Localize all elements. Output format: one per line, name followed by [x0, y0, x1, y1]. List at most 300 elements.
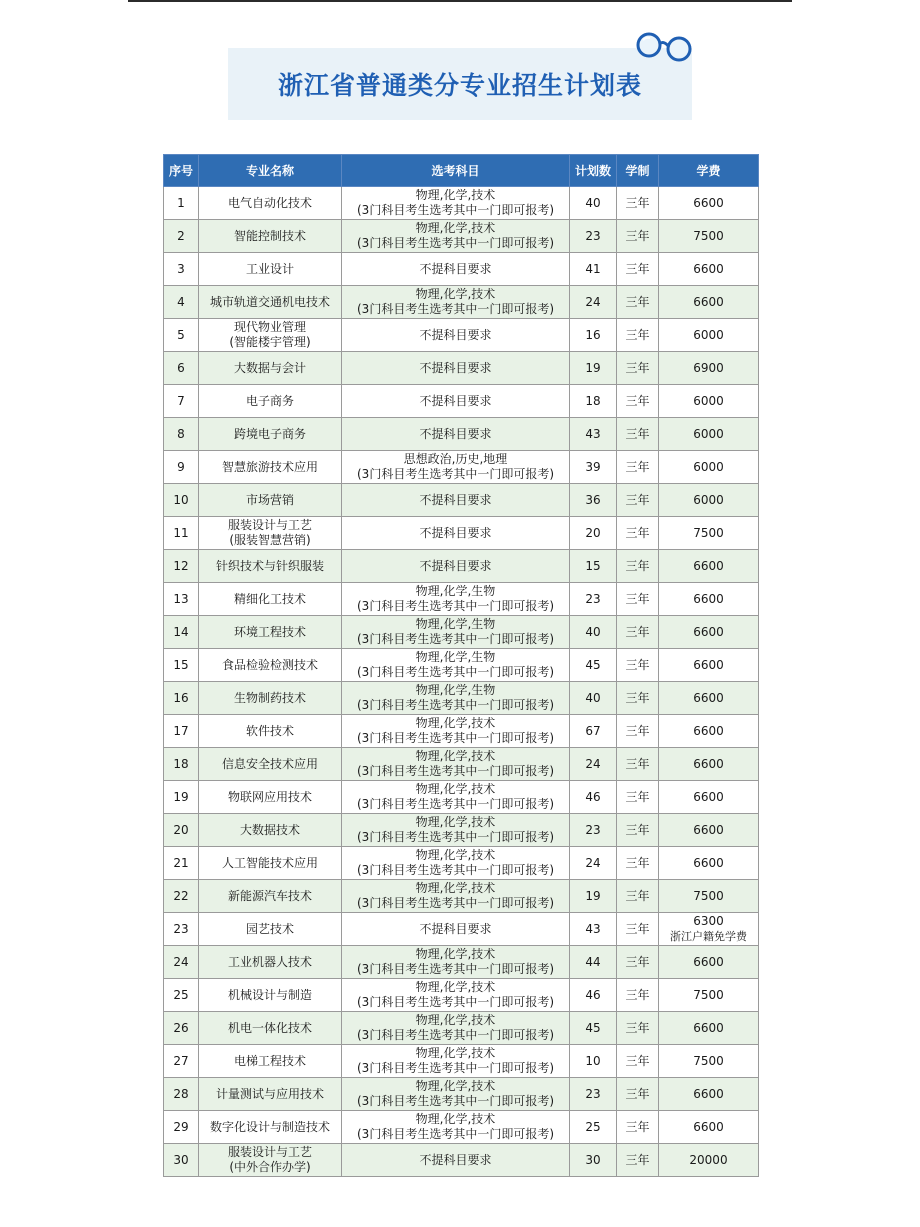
subject-requirement-line: (3门科目考生选考其中一门即可报考): [357, 1061, 554, 1075]
duration: 三年: [617, 616, 659, 649]
subject-requirement-line: 物理,化学,技术: [415, 287, 496, 301]
tuition: [659, 418, 759, 451]
duration: 三年: [617, 847, 659, 880]
header-tuition: 学费: [659, 155, 759, 187]
plan-count: 39: [570, 451, 617, 484]
duration: 三年: [617, 286, 659, 319]
tuition-line: 6600: [693, 591, 724, 606]
tuition: [659, 880, 759, 913]
major-name-line: 城市轨道交通机电技术: [209, 294, 330, 309]
row-number: 8: [164, 418, 199, 451]
header-plan-count: 计划数: [570, 155, 617, 187]
subject-requirement: [342, 946, 570, 979]
tuition: [659, 1012, 759, 1045]
subject-requirement-line: 物理,化学,技术: [415, 716, 496, 730]
subject-requirement-line: 思想政治,历史,地理: [403, 452, 508, 466]
major-name: [199, 385, 342, 418]
tuition-line: 6000: [693, 459, 724, 474]
plan-count: 23: [570, 1078, 617, 1111]
major-name-line: 跨境电子商务: [233, 426, 306, 441]
title-banner: [228, 48, 692, 120]
subject-requirement-line: 物理,化学,生物: [415, 617, 496, 631]
subject-requirement-line: (3门科目考生选考其中一门即可报考): [357, 302, 554, 316]
major-name: [199, 550, 342, 583]
tuition: [659, 385, 759, 418]
tuition-line: 6600: [693, 1020, 724, 1035]
duration: 三年: [617, 979, 659, 1012]
row-number: 30: [164, 1144, 199, 1177]
subject-requirement-line: (3门科目考生选考其中一门即可报考): [357, 236, 554, 250]
table-row: [164, 253, 759, 286]
row-number: 2: [164, 220, 199, 253]
subject-requirement: [342, 649, 570, 682]
plan-count: 19: [570, 352, 617, 385]
duration: 三年: [617, 550, 659, 583]
duration: 三年: [617, 781, 659, 814]
plan-count: 46: [570, 781, 617, 814]
tuition: [659, 187, 759, 220]
subject-requirement: [342, 385, 570, 418]
subject-requirement: [342, 616, 570, 649]
major-name-line: (服装智慧营销): [229, 533, 311, 547]
subject-requirement: [342, 583, 570, 616]
row-number: 10: [164, 484, 199, 517]
duration: 三年: [617, 517, 659, 550]
major-name-line: 生物制药技术: [233, 690, 306, 705]
major-name: [199, 649, 342, 682]
subject-requirement-line: 物理,化学,技术: [415, 782, 496, 796]
plan-count: 40: [570, 187, 617, 220]
plan-count: 40: [570, 682, 617, 715]
subject-requirement-line: 物理,化学,技术: [415, 815, 496, 829]
table-row: [164, 484, 759, 517]
tuition-line: 6000: [693, 393, 724, 408]
tuition-line: 6600: [693, 690, 724, 705]
duration: 三年: [617, 880, 659, 913]
duration: 三年: [617, 220, 659, 253]
plan-count: 24: [570, 748, 617, 781]
plan-count: 43: [570, 913, 617, 946]
duration: 三年: [617, 814, 659, 847]
table-row: [164, 187, 759, 220]
subject-requirement-line: (3门科目考生选考其中一门即可报考): [357, 797, 554, 811]
major-name: [199, 352, 342, 385]
major-name: [199, 220, 342, 253]
tuition-line: 6600: [693, 723, 724, 738]
table-row: [164, 616, 759, 649]
tuition: [659, 682, 759, 715]
subject-requirement-line: (3门科目考生选考其中一门即可报考): [357, 599, 554, 613]
major-name: [199, 1144, 342, 1177]
tuition-line: 7500: [693, 525, 724, 540]
subject-requirement: [342, 682, 570, 715]
top-divider: [128, 0, 792, 2]
duration: 三年: [617, 1045, 659, 1078]
plan-count: 25: [570, 1111, 617, 1144]
subject-requirement: [342, 1144, 570, 1177]
table-row: [164, 1045, 759, 1078]
subject-requirement-line: (3门科目考生选考其中一门即可报考): [357, 1094, 554, 1108]
tuition-line: 浙江户籍免学费: [670, 930, 747, 943]
major-name-line: 软件技术: [245, 723, 294, 738]
major-name: [199, 418, 342, 451]
subject-requirement-line: (3门科目考生选考其中一门即可报考): [357, 1028, 554, 1042]
table-row: [164, 1078, 759, 1111]
tuition-line: 6900: [693, 360, 724, 375]
row-number: 11: [164, 517, 199, 550]
tuition: [659, 253, 759, 286]
tuition-line: 6600: [693, 558, 724, 573]
row-number: 1: [164, 187, 199, 220]
table-row: [164, 748, 759, 781]
subject-requirement-line: 物理,化学,技术: [415, 1013, 496, 1027]
major-name: [199, 682, 342, 715]
subject-requirement: [342, 418, 570, 451]
plan-count: 67: [570, 715, 617, 748]
subject-requirement-line: (3门科目考生选考其中一门即可报考): [357, 995, 554, 1009]
major-name-line: 园艺技术: [245, 921, 294, 936]
table-row: [164, 451, 759, 484]
tuition: [659, 814, 759, 847]
tuition: [659, 484, 759, 517]
row-number: 28: [164, 1078, 199, 1111]
plan-count: 16: [570, 319, 617, 352]
plan-count: 23: [570, 583, 617, 616]
subject-requirement-line: 不提科目要求: [419, 525, 492, 540]
subject-requirement: [342, 550, 570, 583]
tuition: [659, 715, 759, 748]
major-name-line: 信息安全技术应用: [221, 756, 318, 771]
tuition-line: 6600: [693, 195, 724, 210]
subject-requirement: [342, 286, 570, 319]
plan-count: 40: [570, 616, 617, 649]
major-name-line: 电梯工程技术: [233, 1053, 306, 1068]
major-name-line: 物联网应用技术: [227, 789, 312, 804]
table-row: [164, 286, 759, 319]
subject-requirement: [342, 187, 570, 220]
tuition-line: 6600: [693, 789, 724, 804]
subject-requirement-line: (3门科目考生选考其中一门即可报考): [357, 467, 554, 481]
tuition-line: 6600: [693, 756, 724, 771]
subject-requirement-line: 物理,化学,生物: [415, 683, 496, 697]
duration: 三年: [617, 1144, 659, 1177]
table-row: [164, 682, 759, 715]
tuition: [659, 616, 759, 649]
table-row: [164, 847, 759, 880]
major-name: [199, 1012, 342, 1045]
table-row: [164, 649, 759, 682]
table-row: [164, 418, 759, 451]
major-name-line: 新能源汽车技术: [227, 888, 312, 903]
subject-requirement-line: 物理,化学,生物: [415, 584, 496, 598]
subject-requirement-line: 物理,化学,生物: [415, 650, 496, 664]
tuition: [659, 517, 759, 550]
subject-requirement-line: (3门科目考生选考其中一门即可报考): [357, 830, 554, 844]
major-name: [199, 253, 342, 286]
table-row: [164, 583, 759, 616]
major-name-line: 电气自动化技术: [227, 195, 312, 210]
tuition: [659, 847, 759, 880]
subject-requirement-line: (3门科目考生选考其中一门即可报考): [357, 863, 554, 877]
tuition-line: 6600: [693, 954, 724, 969]
table-row: [164, 979, 759, 1012]
subject-requirement-line: 物理,化学,技术: [415, 848, 496, 862]
glasses-icon: [634, 28, 694, 64]
subject-requirement: [342, 319, 570, 352]
plan-count: 24: [570, 847, 617, 880]
subject-requirement-line: 不提科目要求: [419, 1152, 492, 1167]
duration: 三年: [617, 1012, 659, 1045]
table-row: [164, 352, 759, 385]
tuition: [659, 913, 759, 946]
subject-requirement-line: 物理,化学,技术: [415, 1112, 496, 1126]
row-number: 7: [164, 385, 199, 418]
plan-count: 45: [570, 1012, 617, 1045]
major-name-line: 智慧旅游技术应用: [221, 459, 318, 474]
page-title: 浙江省普通类分专业招生计划表: [277, 71, 642, 100]
subject-requirement-line: (3门科目考生选考其中一门即可报考): [357, 731, 554, 745]
tuition: [659, 1078, 759, 1111]
duration: 三年: [617, 946, 659, 979]
header-major-name: 专业名称: [199, 155, 342, 187]
major-name: [199, 880, 342, 913]
subject-requirement: [342, 814, 570, 847]
tuition-line: 7500: [693, 888, 724, 903]
tuition: [659, 748, 759, 781]
subject-requirement-line: 不提科目要求: [419, 492, 492, 507]
major-name: [199, 319, 342, 352]
duration: 三年: [617, 682, 659, 715]
subject-requirement-line: 不提科目要求: [419, 360, 492, 375]
subject-requirement-line: 不提科目要求: [419, 393, 492, 408]
major-name: [199, 781, 342, 814]
duration: 三年: [617, 913, 659, 946]
plan-count: 19: [570, 880, 617, 913]
plan-count: 36: [570, 484, 617, 517]
tuition: [659, 583, 759, 616]
subject-requirement-line: (3门科目考生选考其中一门即可报考): [357, 203, 554, 217]
row-number: 15: [164, 649, 199, 682]
tuition: [659, 1144, 759, 1177]
major-name: [199, 616, 342, 649]
row-number: 19: [164, 781, 199, 814]
subject-requirement: [342, 979, 570, 1012]
row-number: 26: [164, 1012, 199, 1045]
duration: 三年: [617, 1111, 659, 1144]
plan-count: 30: [570, 1144, 617, 1177]
major-name: [199, 814, 342, 847]
major-name: [199, 946, 342, 979]
tuition-line: 6600: [693, 855, 724, 870]
subject-requirement: [342, 1078, 570, 1111]
subject-requirement-line: 不提科目要求: [419, 426, 492, 441]
tuition-line: 6600: [693, 1119, 724, 1134]
major-name-line: 人工智能技术应用: [221, 855, 318, 870]
duration: 三年: [617, 484, 659, 517]
row-number: 9: [164, 451, 199, 484]
plan-count: 46: [570, 979, 617, 1012]
plan-count: 24: [570, 286, 617, 319]
tuition: [659, 550, 759, 583]
plan-count: 23: [570, 220, 617, 253]
major-name-line: (中外合作办学): [229, 1160, 311, 1174]
duration: 三年: [617, 583, 659, 616]
table-row: [164, 715, 759, 748]
duration: 三年: [617, 649, 659, 682]
tuition-line: 6000: [693, 426, 724, 441]
plan-count: 45: [570, 649, 617, 682]
subject-requirement-line: 物理,化学,技术: [415, 749, 496, 763]
major-name-line: 工业设计: [245, 261, 294, 276]
subject-requirement: [342, 913, 570, 946]
plan-count: 18: [570, 385, 617, 418]
table-row: [164, 385, 759, 418]
major-name-line: 服装设计与工艺: [227, 1145, 312, 1159]
subject-requirement-line: 不提科目要求: [419, 921, 492, 936]
plan-count: 20: [570, 517, 617, 550]
subject-requirement: [342, 1045, 570, 1078]
tuition-line: 6600: [693, 261, 724, 276]
duration: 三年: [617, 715, 659, 748]
table-row: [164, 913, 759, 946]
major-name-line: 服装设计与工艺: [227, 518, 312, 532]
major-name-line: 食品检验检测技术: [221, 657, 318, 672]
row-number: 5: [164, 319, 199, 352]
major-name-line: 机电一体化技术: [227, 1020, 312, 1035]
tuition-line: 6600: [693, 294, 724, 309]
table-row: [164, 814, 759, 847]
subject-requirement-line: (3门科目考生选考其中一门即可报考): [357, 698, 554, 712]
subject-requirement: [342, 220, 570, 253]
tuition-line: 7500: [693, 228, 724, 243]
table-row: [164, 1144, 759, 1177]
major-name: [199, 484, 342, 517]
subject-requirement-line: 物理,化学,技术: [415, 980, 496, 994]
tuition-line: 7500: [693, 1053, 724, 1068]
duration: 三年: [617, 418, 659, 451]
plan-count: 44: [570, 946, 617, 979]
subject-requirement-line: 物理,化学,技术: [415, 1046, 496, 1060]
table-row: [164, 1012, 759, 1045]
subject-requirement-line: (3门科目考生选考其中一门即可报考): [357, 962, 554, 976]
subject-requirement: [342, 253, 570, 286]
plan-count: 41: [570, 253, 617, 286]
subject-requirement-line: 不提科目要求: [419, 558, 492, 573]
plan-count: 15: [570, 550, 617, 583]
subject-requirement: [342, 1012, 570, 1045]
major-name: [199, 1078, 342, 1111]
duration: 三年: [617, 451, 659, 484]
row-number: 27: [164, 1045, 199, 1078]
major-name-line: 机械设计与制造: [227, 987, 312, 1002]
row-number: 17: [164, 715, 199, 748]
tuition: [659, 451, 759, 484]
major-name-line: 环境工程技术: [233, 624, 306, 639]
row-number: 13: [164, 583, 199, 616]
duration: 三年: [617, 319, 659, 352]
table-row: [164, 319, 759, 352]
major-name: [199, 847, 342, 880]
row-number: 3: [164, 253, 199, 286]
subject-requirement: [342, 1111, 570, 1144]
table-row: [164, 880, 759, 913]
major-name-line: 工业机器人技术: [227, 954, 312, 969]
subject-requirement-line: 物理,化学,技术: [415, 881, 496, 895]
table-header-row: [164, 155, 759, 187]
subject-requirement: [342, 517, 570, 550]
tuition: [659, 286, 759, 319]
major-name-line: 市场营销: [245, 492, 294, 507]
table-body: [164, 187, 759, 1177]
row-number: 23: [164, 913, 199, 946]
subject-requirement-line: (3门科目考生选考其中一门即可报考): [357, 764, 554, 778]
table-row: [164, 1111, 759, 1144]
major-name: [199, 583, 342, 616]
subject-requirement: [342, 847, 570, 880]
duration: 三年: [617, 187, 659, 220]
tuition: [659, 781, 759, 814]
tuition: [659, 352, 759, 385]
tuition: [659, 1111, 759, 1144]
table-row: [164, 220, 759, 253]
subject-requirement-line: 物理,化学,技术: [415, 221, 496, 235]
tuition: [659, 319, 759, 352]
major-name-line: 大数据与会计: [233, 360, 306, 375]
subject-requirement-line: 不提科目要求: [419, 327, 492, 342]
subject-requirement-line: 物理,化学,技术: [415, 1079, 496, 1093]
tuition-line: 6000: [693, 492, 724, 507]
major-name-line: 针织技术与针织服装: [215, 558, 324, 573]
plan-count: 10: [570, 1045, 617, 1078]
subject-requirement: [342, 748, 570, 781]
header-no: 序号: [164, 155, 199, 187]
major-name: [199, 286, 342, 319]
subject-requirement: [342, 484, 570, 517]
row-number: 4: [164, 286, 199, 319]
row-number: 16: [164, 682, 199, 715]
row-number: 24: [164, 946, 199, 979]
subject-requirement-line: (3门科目考生选考其中一门即可报考): [357, 1127, 554, 1141]
tuition: [659, 649, 759, 682]
row-number: 12: [164, 550, 199, 583]
row-number: 22: [164, 880, 199, 913]
major-name: [199, 1111, 342, 1144]
row-number: 18: [164, 748, 199, 781]
tuition-line: 6600: [693, 624, 724, 639]
subject-requirement-line: (3门科目考生选考其中一门即可报考): [357, 896, 554, 910]
subject-requirement: [342, 781, 570, 814]
major-name-line: 计量测试与应用技术: [215, 1086, 324, 1101]
plan-count: 23: [570, 814, 617, 847]
subject-requirement-line: 物理,化学,技术: [415, 947, 496, 961]
major-name-line: 现代物业管理: [233, 320, 306, 334]
tuition-line: 6300: [693, 914, 724, 928]
row-number: 25: [164, 979, 199, 1012]
row-number: 21: [164, 847, 199, 880]
duration: 三年: [617, 1078, 659, 1111]
subject-requirement-line: 物理,化学,技术: [415, 188, 496, 202]
tuition-line: 20000: [689, 1152, 728, 1167]
major-name-line: 电子商务: [245, 393, 294, 408]
duration: 三年: [617, 385, 659, 418]
major-name-line: 精细化工技术: [233, 591, 306, 606]
major-name-line: 数字化设计与制造技术: [209, 1119, 330, 1134]
row-number: 6: [164, 352, 199, 385]
subject-requirement-line: (3门科目考生选考其中一门即可报考): [357, 665, 554, 679]
major-name-line: 智能控制技术: [233, 228, 306, 243]
tuition: [659, 946, 759, 979]
tuition-line: 6600: [693, 1086, 724, 1101]
